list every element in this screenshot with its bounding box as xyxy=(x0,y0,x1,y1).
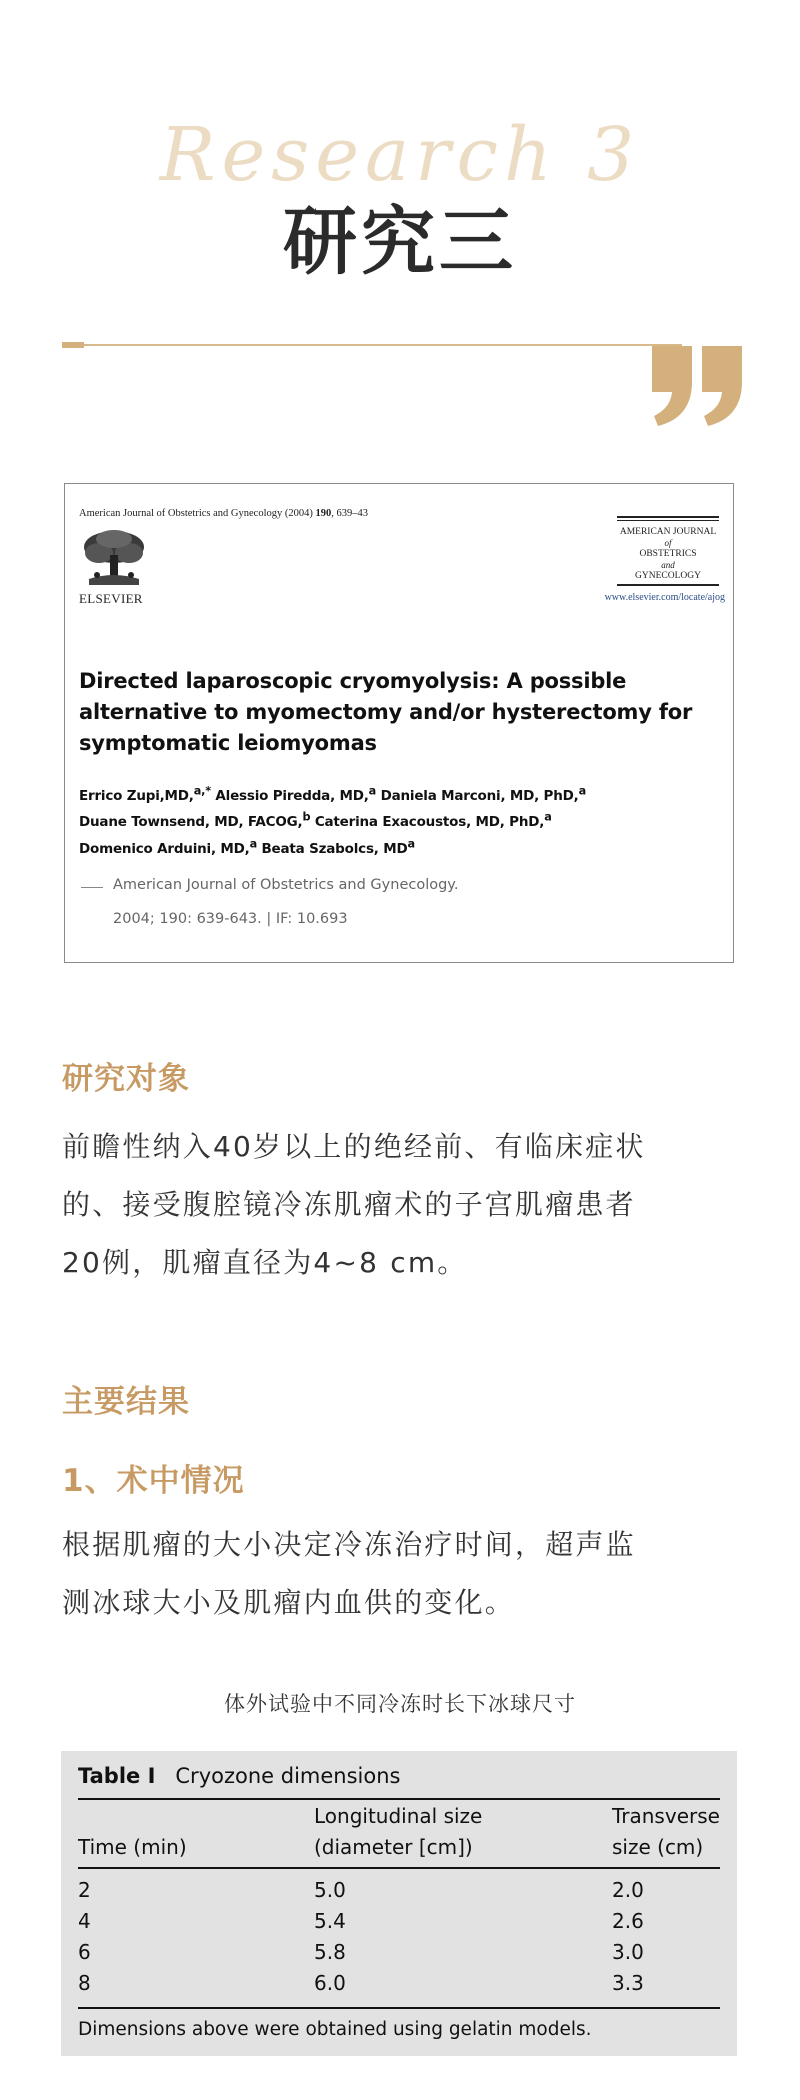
citation-journal: American Journal of Obstetrics and Gynecology. xyxy=(113,877,459,893)
results-paragraph xyxy=(62,1516,738,1632)
publisher-name: ELSEVIER xyxy=(79,591,143,606)
table-cell: 2 xyxy=(78,1878,91,1902)
journal-logo xyxy=(613,514,723,588)
results-line-2: 测冰球大小及肌瘤内血供的变化。 xyxy=(62,1586,516,1619)
table-caption: 体外试验中不同冷冻时长下冰球尺寸 xyxy=(224,1692,576,1716)
table-cell: 5.0 xyxy=(314,1878,346,1902)
table-title: Table I Cryozone dimensions xyxy=(78,1764,401,1788)
subjects-line-3: 20例，肌瘤直径为4~8 cm。 xyxy=(62,1246,468,1279)
elsevier-tree-logo-icon xyxy=(79,529,149,587)
author-4: Duane Townsend, MD, FACOG,$^b$ xyxy=(79,810,311,830)
journal-logo-line2: OBSTETRICS xyxy=(639,549,697,559)
header-time: Time (min) xyxy=(78,1835,187,1859)
page-title: 研究三 xyxy=(283,199,517,285)
table-cell: 6 xyxy=(78,1940,91,1964)
cryozone-table xyxy=(61,1751,737,2056)
journal-logo-line1: AMERICAN JOURNAL xyxy=(619,527,717,537)
journal-url: www.elsevier.com/locate/ajog xyxy=(604,592,725,603)
table-top-rule xyxy=(78,1798,720,1800)
subjects-paragraph xyxy=(62,1118,738,1292)
divider-line xyxy=(62,344,682,346)
subjects-line-1: 前瞻性纳入40岁以上的绝经前、有临床症状 xyxy=(62,1130,646,1163)
citation-dash xyxy=(81,887,103,888)
journal-logo-line3: GYNECOLOGY xyxy=(635,571,701,581)
header-transverse: Transverse size (cm) xyxy=(612,1804,720,1859)
section-heading-subjects: 研究对象 xyxy=(62,1061,190,1097)
table-cell: 3.3 xyxy=(612,1971,644,1995)
table-bottom-rule xyxy=(78,2007,720,2009)
quote-icon xyxy=(652,346,744,426)
author-1: Errico Zupi,MD,$^{a,*}$ xyxy=(79,784,211,804)
author-3: Daniela Marconi, MD, PhD,$^a$ xyxy=(380,784,586,804)
research-script-title: Research 3 xyxy=(159,112,641,198)
author-list xyxy=(79,780,719,860)
subsection-heading-intraop: 1、术中情况 xyxy=(62,1463,245,1499)
table-cell: 4 xyxy=(78,1909,91,1933)
table-cell: 2.6 xyxy=(612,1909,644,1933)
table-cell: 2.0 xyxy=(612,1878,644,1902)
journal-logo-and: and xyxy=(661,560,675,570)
citation-details: 2004; 190: 639-643. | IF: 10.693 xyxy=(113,911,348,927)
table-cell: 5.8 xyxy=(314,1940,346,1964)
results-line-1: 根据肌瘤的大小决定冷冻治疗时间，超声监 xyxy=(62,1528,636,1561)
author-5: Caterina Exacoustos, MD, PhD,$^a$ xyxy=(314,810,552,830)
table-header-rule xyxy=(78,1867,720,1869)
section-heading-results: 主要结果 xyxy=(62,1384,190,1420)
table-cell: 8 xyxy=(78,1971,91,1995)
author-7: Beata Szabolcs, $MD^a$ xyxy=(261,837,415,857)
subjects-line-2: 的、接受腹腔镜冷冻肌瘤术的子宫肌瘤患者 xyxy=(62,1188,636,1221)
author-6: Domenico Arduini, MD,$^a$ xyxy=(79,837,257,857)
journal-logo-of: of xyxy=(664,538,672,548)
author-2: Alessio Piredda, MD,$^a$ xyxy=(215,784,377,804)
table-cell: 6.0 xyxy=(314,1971,346,1995)
table-footnote: Dimensions above were obtained using gelatin models. xyxy=(78,2019,592,2040)
header-longitudinal: Longitudinal size (diameter [cm]) xyxy=(314,1804,483,1859)
journal-reference: American Journal of Obstetrics and Gynecology (2004) 190, 639–43 xyxy=(79,508,368,519)
table-cell: 5.4 xyxy=(314,1909,346,1933)
divider-accent xyxy=(62,342,84,348)
table-cell: 3.0 xyxy=(612,1940,644,1964)
paper-card xyxy=(64,483,734,963)
paper-title: Directed laparoscopic cryomyolysis: A possible alternative to myomectomy and/or hysterectomy for symptomatic leiomyomas xyxy=(79,669,693,755)
